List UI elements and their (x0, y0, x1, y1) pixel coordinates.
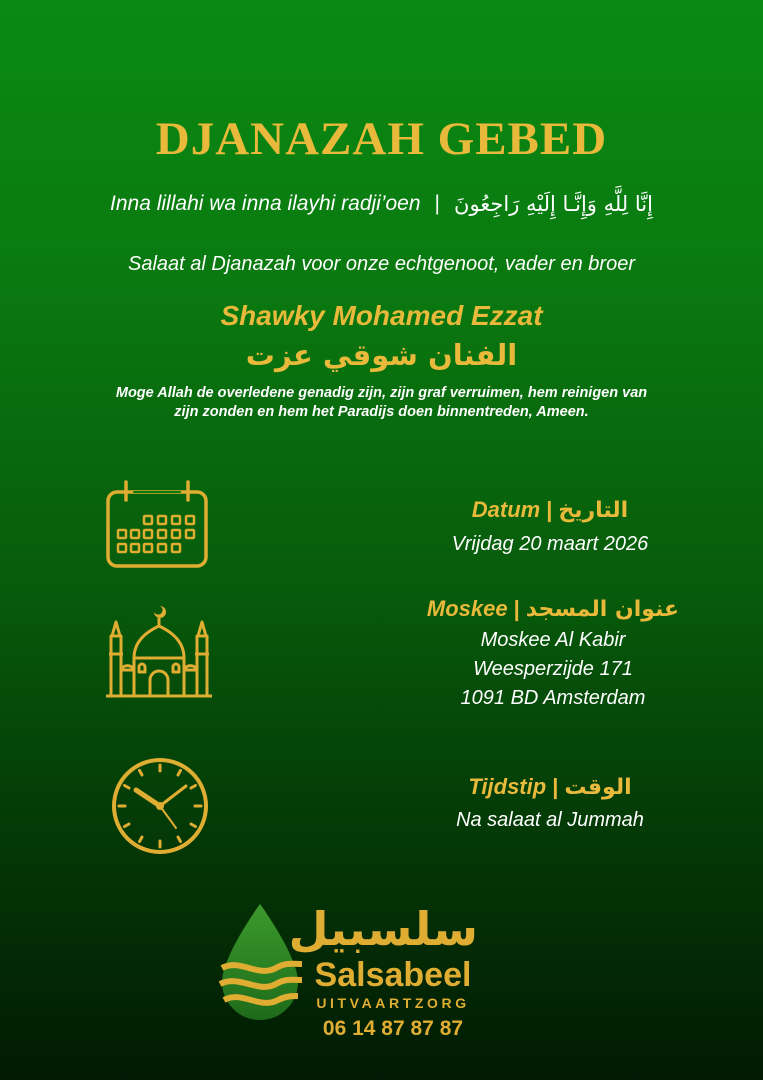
phone-number: 06 14 87 87 87 (322, 1017, 464, 1040)
date-value: Vrijdag 20 maart 2026 (451, 533, 649, 555)
deceased-name-arabic: الفنان شوقي عزت (245, 338, 518, 372)
mosque-label: Moskee (426, 596, 508, 621)
date-heading (400, 497, 700, 523)
deceased-name: Shawky Mohamed Ezzat (220, 300, 543, 331)
clock-icon (110, 756, 210, 856)
time-value: Na salaat al Jummah (456, 809, 644, 831)
dua-arabic: إِنَّا لِلَّهِ وَإِنَّـا إِلَيْهِ رَاجِعُونَ (454, 192, 653, 216)
time-separator: | (552, 774, 559, 799)
mosque-separator: | (513, 596, 520, 621)
mosque-label-arabic: عنوان المسجد (525, 597, 680, 622)
time-heading (400, 774, 700, 800)
mosque-name: Moskee Al Kabir (480, 629, 626, 651)
time-block (400, 774, 700, 835)
mosque-heading (400, 596, 706, 622)
date-label: Datum (471, 497, 541, 522)
calendar-icon (104, 478, 210, 570)
date-block (400, 497, 700, 559)
time-label: Tijdstip (468, 774, 547, 799)
dua-separator: | (434, 192, 441, 215)
page-title: DJANAZAH GEBED (155, 113, 608, 165)
logo-arabic: سلسبيل (288, 902, 478, 956)
logo-name: Salsabeel (314, 956, 472, 994)
date-separator: | (546, 497, 553, 522)
date-label-arabic: التاريخ (558, 498, 629, 523)
time-label-arabic: الوقت (564, 775, 632, 800)
mosque-icon (104, 602, 214, 700)
dua-row (0, 192, 763, 216)
mosque-city: 1091 BD Amsterdam (460, 687, 646, 709)
salaat-line: Salaat al Djanazah voor onze echtgenoot, vader en broer (127, 253, 635, 275)
mosque-address (400, 626, 706, 713)
dua-latin: Inna lillahi wa inna ilayhi radji’oen (110, 192, 421, 215)
mosque-street: Weesperzijde 171 (473, 658, 633, 680)
prayer-line-2: zijn zonden en hem het Paradijs doen binnentreden, Ameen. (174, 404, 589, 420)
logo-wordmark (288, 902, 478, 1044)
prayer-line-1: Moge Allah de overledene genadig zijn, zijn graf verruimen, hem reinigen van (115, 385, 648, 401)
prayer-text (60, 384, 703, 422)
mosque-block (400, 596, 706, 713)
logo-subtitle: UITVAARTZORG (316, 995, 470, 1011)
